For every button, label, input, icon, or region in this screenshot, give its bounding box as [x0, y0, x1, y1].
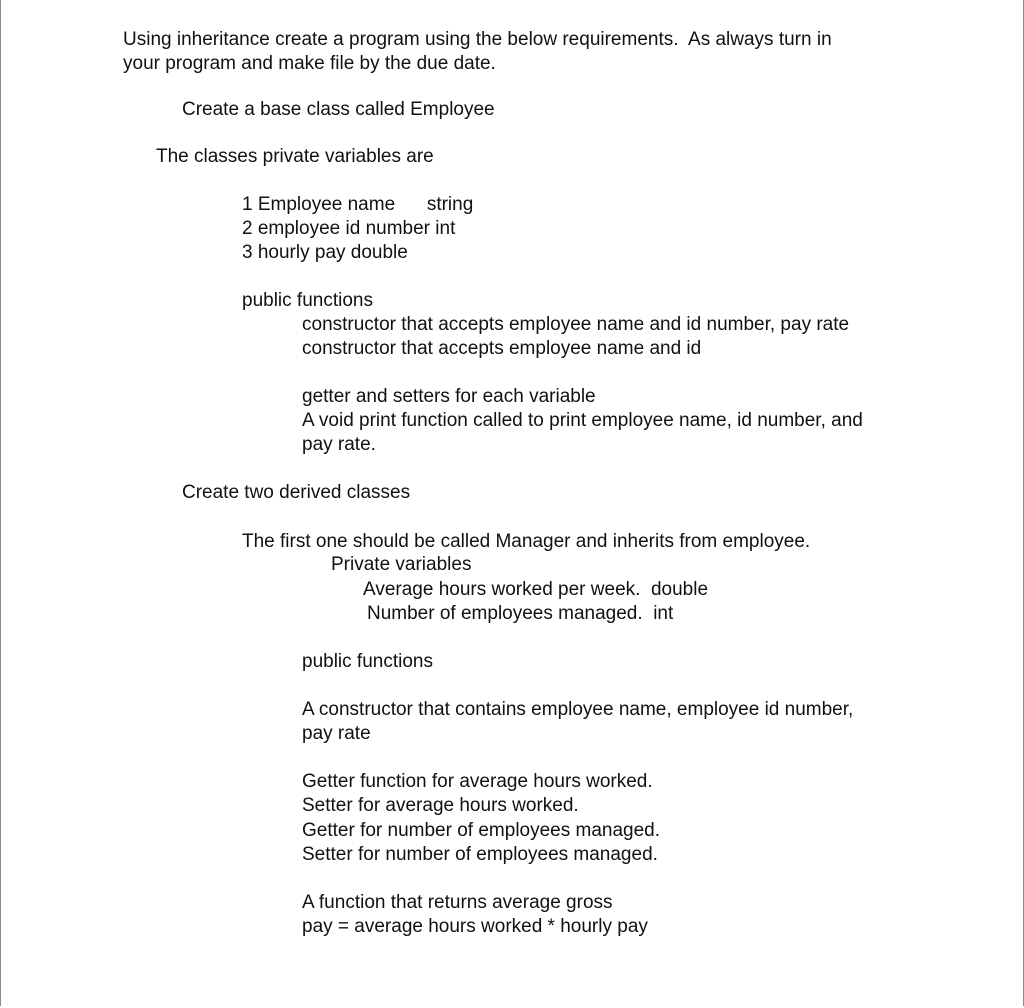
manager-private-var: Number of employees managed. int	[367, 603, 674, 624]
manager-private-label: Private variables	[331, 554, 472, 575]
manager-accessor: Getter function for average hours worked.	[302, 771, 653, 792]
variable-item: 2 employee id number int	[242, 218, 456, 239]
base-class-heading: Create a base class called Employee	[182, 99, 495, 120]
manager-constructor: A constructor that contains employee name, employee id number,	[302, 699, 854, 720]
private-variables-heading: The classes private variables are	[156, 146, 434, 167]
variable-item: 3 hourly pay double	[242, 242, 408, 263]
public-functions-heading: public functions	[242, 290, 373, 311]
manager-private-var: Average hours worked per week. double	[363, 579, 709, 600]
constructor-item: constructor that accepts employee name and id number, pay rate	[302, 314, 850, 335]
constructor-item: constructor that accepts employee name and id	[302, 338, 702, 359]
manager-gross-pay: A function that returns average gross	[302, 892, 613, 913]
manager-intro: The first one should be called Manager and inherits from employee.	[242, 531, 811, 552]
accessor-item: A void print function called to print employee name, id number, and	[302, 410, 863, 431]
manager-accessor: Setter for number of employees managed.	[302, 844, 658, 865]
manager-constructor: pay rate	[302, 723, 371, 744]
derived-classes-heading: Create two derived classes	[182, 482, 411, 503]
intro-line: your program and make file by the due date.	[123, 53, 496, 74]
manager-gross-pay: pay = average hours worked * hourly pay	[302, 916, 648, 937]
intro-line: Using inheritance create a program using the below requirements. As always turn in	[123, 29, 832, 50]
accessor-item: pay rate.	[302, 434, 376, 455]
variable-item: 1 Employee name string	[242, 194, 474, 215]
manager-accessor: Getter for number of employees managed.	[302, 820, 661, 841]
manager-accessor: Setter for average hours worked.	[302, 795, 579, 816]
manager-public-label: public functions	[302, 651, 433, 672]
accessor-item: getter and setters for each variable	[302, 386, 596, 407]
